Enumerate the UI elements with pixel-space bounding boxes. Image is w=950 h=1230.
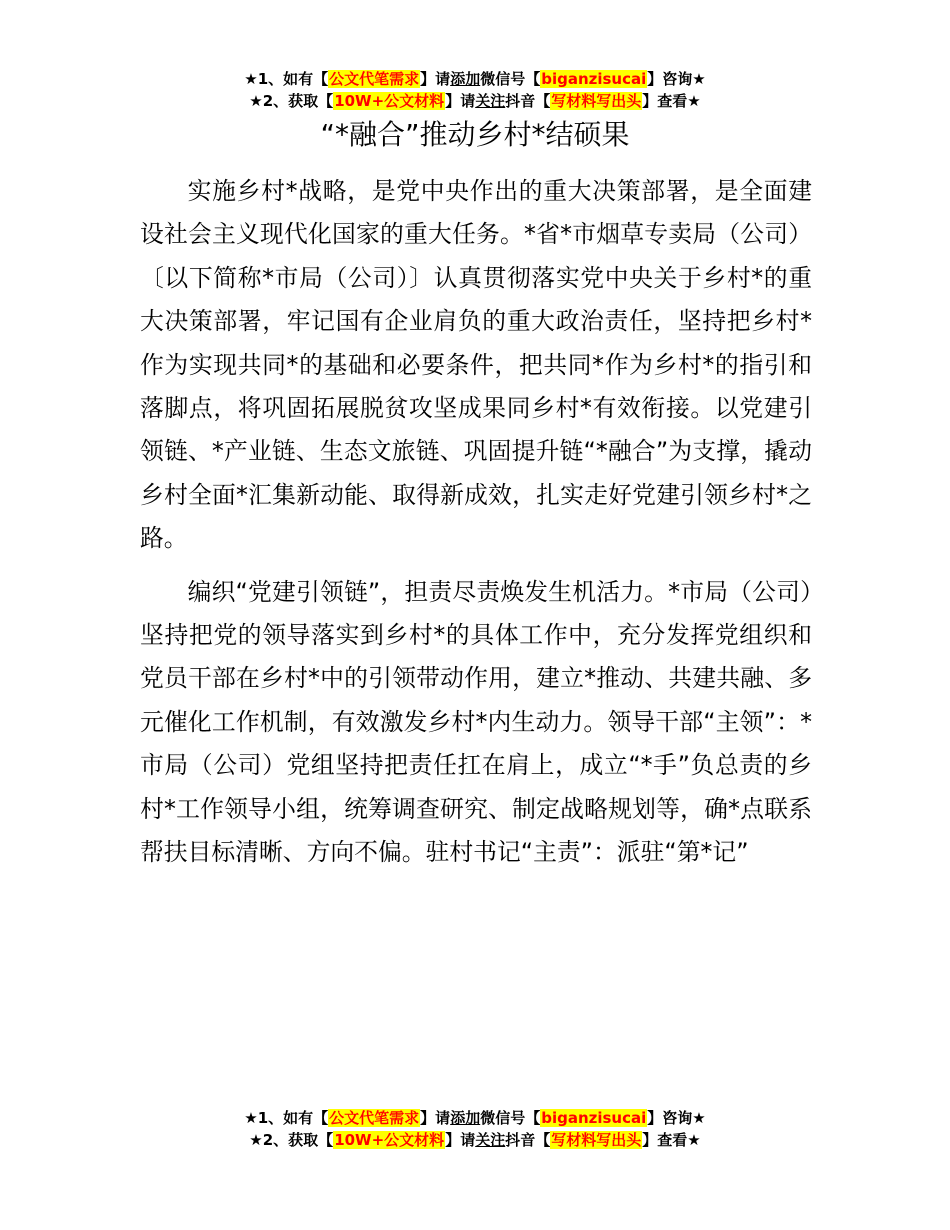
promo-highlight-douyin: 写材料写出头 [551,1131,642,1149]
promo-text: 】咨询★ [647,70,706,88]
promo-text: 微信号【 [480,70,541,88]
promo-text: ★1、如有【 [244,70,329,88]
promo-highlight-wechat-id: biganzisucai [541,70,647,88]
paragraph: 实施乡村*战略，是党中央作出的重大决策部署，是全面建设社会主义现代化国家的重大任务。*省*市烟草专卖局（公司）〔以下简称*市局（公司）〕认真贯彻落实党中央关于乡村*的重大决策部署，牢记国有企业肩负的重大政治责任，坚持把乡村*作为实现共同*的基础和必要条件，把共同*作为乡村*的指引和落脚点，将巩固拓展脱贫攻坚成果同乡村*有效衔接。以党建引领链、*产业链、生态文旅链、巩固提升链“*融合”为支撑，撬动乡村全面*汇集新动能、取得新成效，扎实走好党建引领乡村*之路。 [140,177,812,553]
promo-text: 】查看★ [642,92,701,110]
promo-text: 抖音【 [505,92,551,110]
promo-highlight-materials: 10W+公文材料 [334,92,445,110]
promo-highlight-ghostwriting: 公文代笔需求 [329,1109,420,1127]
paragraph: 编织“党建引领链”，担责尽责焕发生机活力。*市局（公司）坚持把党的领导落实到乡村*的具体工作中，充分发挥党组织和党员干部在乡村*中的引领带动作用，建立*推动、共建共融、多元催化工作机制，有效激发乡村*内生动力。领导干部“主领”：*市局（公司）党组坚持把责任扛在肩上，成立“*手”负总责的乡村*工作领导小组，统筹调查研究、制定战略规划等，确*点联系帮扶目标清晰、方向不偏。驻村书记“主责”：派驻“第*记” [140,577,812,867]
document-body [140,170,812,875]
promo-line-1 [0,1107,950,1129]
promo-underlined-text: 关注 [475,92,506,110]
promo-underlined-text: 添加 [450,1109,481,1127]
promo-line-1 [0,68,950,90]
promo-text: ★2、获取【 [249,92,334,110]
promo-highlight-materials: 10W+公文材料 [334,1131,445,1149]
promo-line-2 [0,90,950,112]
promo-text: ★2、获取【 [249,1131,334,1149]
promo-text: 】查看★ [642,1131,701,1149]
promo-text: 微信号【 [480,1109,541,1127]
promo-line-2 [0,1129,950,1151]
promo-underlined-text: 关注 [475,1131,506,1149]
promo-text: 】请 [420,1109,451,1127]
promo-header [0,68,950,112]
promo-text: 】请 [445,1131,476,1149]
promo-text: 抖音【 [505,1131,551,1149]
promo-text: 】咨询★ [647,1109,706,1127]
promo-text: ★1、如有【 [244,1109,329,1127]
promo-highlight-douyin: 写材料写出头 [551,92,642,110]
promo-highlight-wechat-id: biganzisucai [541,1109,647,1127]
promo-text: 】请 [420,70,451,88]
promo-highlight-ghostwriting: 公文代笔需求 [329,70,420,88]
promo-footer [0,1107,950,1151]
document-title: “*融合”推动乡村*结硕果 [320,118,630,151]
promo-underlined-text: 添加 [450,70,481,88]
promo-text: 】请 [445,92,476,110]
